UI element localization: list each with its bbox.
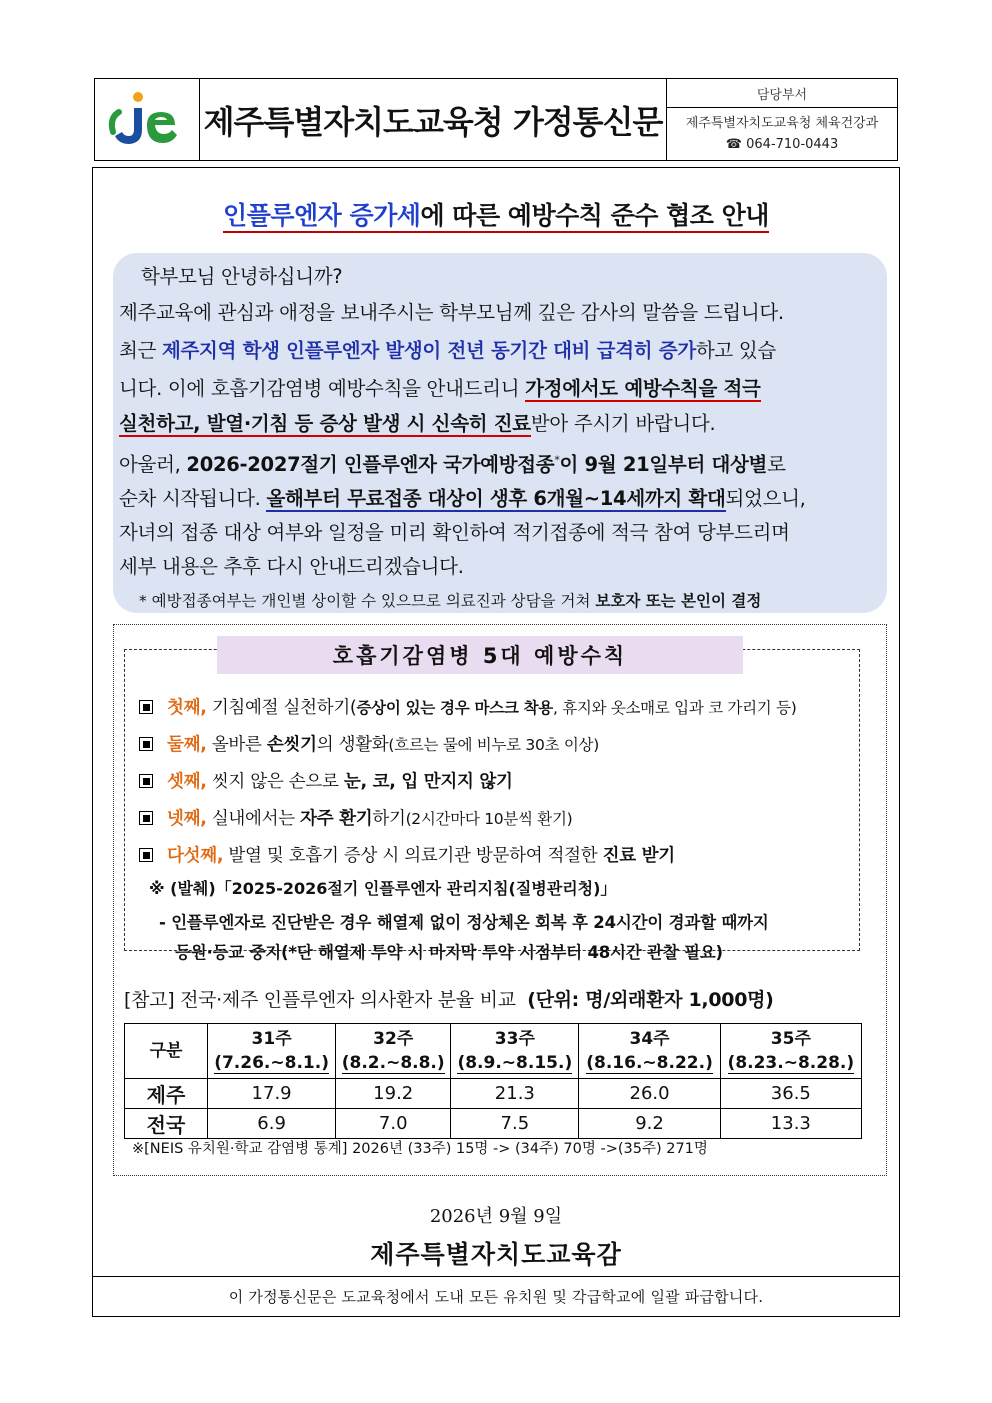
rule-ordinal: 넷째, [167,809,207,829]
rule-2 [139,731,599,756]
text-run: 발열 및 호흡기 증상 시 의료기관 방문하여 적절한 [223,846,603,866]
phone-number: 064-710-0443 [746,137,839,152]
notice-title-highlight: 인플루엔자 증가세 [223,201,421,230]
influenza-rate-table [124,1023,862,1139]
emphasis-no-touch: 눈, 코, 입 만지지 않기 [343,772,513,792]
filled-square-icon [139,811,153,825]
signer: 제주특별자치도교육감 [370,1240,622,1269]
filled-square-icon [139,700,153,714]
rule-4 [139,805,572,830]
department-cell [667,79,897,160]
table-row-national [125,1109,862,1139]
department-info [667,108,897,160]
neis-statistics-note: ※[NEIS 유치원·학교 감염병 통계] 2026년 (33주) 15명 -> (34주) 70명 ->(35주) 271명 [132,1141,708,1157]
newsletter-title: 제주특별자치도교육청 가정통신문 [203,102,663,141]
week-label: 31주 [251,1029,292,1049]
logo-cell [95,79,200,160]
text-run: (흐르는 물에 비누로 30초 이상) [388,736,599,754]
week-label: 33주 [494,1029,535,1049]
letter-line-9: 세부 내용은 추후 다시 안내드리겠습니다. [119,555,464,578]
filled-square-icon [139,774,153,788]
column-header-week [451,1024,579,1079]
emphasis-decision: 보호자 또는 본인이 결정 [595,592,762,610]
table-cell: 19.2 [336,1079,451,1109]
letter-line-3 [119,335,776,363]
main-content-frame [92,167,900,1317]
week-period: (8.16.~8.22.) [586,1053,713,1073]
table-cell: 9.2 [579,1109,720,1139]
week-label: 32주 [373,1029,414,1049]
column-header-week [336,1024,451,1079]
table-cell: 13.3 [720,1109,861,1139]
text-run: 의 생활화 [316,735,389,755]
letter-line-4 [119,373,761,401]
emphasis-handwash: 손씻기 [266,735,317,755]
row-label: 전국 [125,1109,208,1139]
department-name: 제주특별자치도교육청 체육건강과 [685,116,879,131]
text-run: , 휴지와 옷소매로 입과 코 가리기 등) [552,699,797,717]
distribution-notice: 이 가정통신문은 도교육청에서 도내 모든 유치원 및 각급학교에 일괄 파급합니다. [93,1276,899,1316]
table-header-row [125,1024,862,1079]
text-run: 아울러, [119,453,187,476]
emphasis-increase: 제주지역 학생 인플루엔자 발생이 전년 동기간 대비 급격히 증가 [161,339,696,362]
text-run: 순차 시작됩니다. [119,487,267,510]
emphasis-mask: 증상이 있는 경우 마스크 착용 [356,699,553,717]
text-run: 최근 [119,339,162,362]
telephone-icon: ☎ [725,137,742,152]
week-label: 34주 [629,1029,670,1049]
rule-ordinal: 첫째, [167,698,207,718]
je-logo [107,88,187,152]
letter-line-7 [119,483,806,511]
week-period: (7.26.~8.1.) [214,1053,329,1073]
reference-title [124,985,774,1012]
row-label: 제주 [125,1079,208,1109]
text-run: 기침예절 실천하기( [206,698,357,718]
letter-line-2: 제주교육에 관심과 애정을 보내주시는 학부모님께 깊은 감사의 말씀을 드립니다. [119,301,784,324]
rule-ordinal: 둘째, [167,735,207,755]
title-cell [200,79,667,160]
text-run: 로 [767,453,786,476]
table-row-jeju [125,1079,862,1109]
emphasis-practice: 가정에서도 예방수칙을 적극 [525,377,761,400]
vaccination-footnote [139,589,761,611]
column-header-week [208,1024,336,1079]
rule-5 [139,842,675,867]
guideline-source: ※ (발췌)「2025-2026절기 인플루엔자 관리지침(질병관리청)」 [149,879,617,898]
phone-line [726,134,838,155]
department-label: 담당부서 [667,79,897,108]
table-cell: 7.5 [451,1109,579,1139]
emphasis-treatment: 실천하고, 발열·기침 등 증상 발생 시 신속히 진료 [119,412,531,435]
text-run: 하고 있습 [695,339,776,362]
table-cell: 36.5 [720,1079,861,1109]
text-run: 니다. 이에 호흡기감염병 예방수칙을 안내드리니 [119,377,526,400]
greeting: 학부모님 안녕하십니까? [141,265,343,288]
letter-line-5 [119,408,715,436]
letter-body [113,253,887,613]
week-label: 35주 [770,1029,811,1049]
text-run: * 예방접종여부는 개인별 상이할 수 있으므로 의료진과 상담을 거쳐 [139,592,596,610]
text-run: 되었으니, [725,487,806,510]
emphasis-free-vaccine [266,487,725,512]
filled-square-icon [139,848,153,862]
text-run: 받아 주시기 바랍니다. [530,412,716,435]
issue-date: 2026년 9월 9일 [429,1206,563,1227]
text-run: 씻지 않은 손으로 [206,772,344,792]
rule-3 [139,768,513,793]
prevention-rules-box [124,644,860,962]
table-cell: 17.9 [208,1079,336,1109]
text-run: 하기 [372,809,406,829]
rule-ordinal: 다섯째, [167,846,224,866]
emphasis-start-date: 이 9월 21일부터 대상별 [559,453,768,476]
week-period: (8.23.~8.28.) [727,1053,855,1073]
notice-title [93,196,899,232]
text-run: 실내에서는 [206,809,301,829]
emphasis-vaccination: 2026-2027절기 인플루엔자 국가예방접종 [186,453,555,476]
reference-unit: (단위: 명/외래환자 1,000명) [527,989,774,1011]
notice-title-rest: 에 따른 예방수칙 준수 협조 안내 [420,201,769,230]
week-period: (8.9.~8.15.) [457,1053,573,1073]
table-cell: 6.9 [208,1109,336,1139]
rule-1 [139,694,797,719]
emphasis-see-doctor: 진료 받기 [602,846,675,866]
letter-line-6 [119,449,786,477]
exclusion-condition-2: 등원·등교 중지(*단 해열제 투약 시 마지막 투약 시점부터 48시간 관찰 필요) [175,943,723,962]
rule-ordinal: 셋째, [167,772,207,792]
prevention-section [113,624,887,1176]
column-header-week [579,1024,720,1079]
letter-line-8: 자녀의 접종 대상 여부와 일정을 미리 확인하여 적기접종에 적극 참여 당부드리며 [119,521,790,544]
filled-square-icon [139,737,153,751]
table-cell: 21.3 [451,1079,579,1109]
footnote-marker: * [554,453,560,467]
table-cell: 26.0 [579,1079,720,1109]
column-header-week [720,1024,861,1079]
rules-title: 호흡기감염병 5대 예방수칙 [217,636,743,674]
week-period: (8.2.~8.8.) [341,1053,445,1073]
table-cell: 7.0 [336,1109,451,1139]
newsletter-header [94,78,898,161]
column-header-label: 구분 [125,1024,208,1079]
reference-title-text: [참고] 전국·제주 인플루엔자 의사환자 분율 비교 [124,989,516,1011]
exclusion-condition-1: - 인플루엔자로 진단받은 경우 해열제 없이 정상체온 회복 후 24시간이 경과할 때까지 [159,913,769,932]
notice-title-underlined [223,201,769,233]
emphasis-ventilate: 자주 환기 [300,809,373,829]
text-run: 올바른 [206,735,267,755]
free-vaccine-text: 올해부터 무료접종 대상이 생후 6개월~14세까지 확대 [266,487,726,510]
text-run: (2시간마다 10분씩 환기) [405,810,573,828]
